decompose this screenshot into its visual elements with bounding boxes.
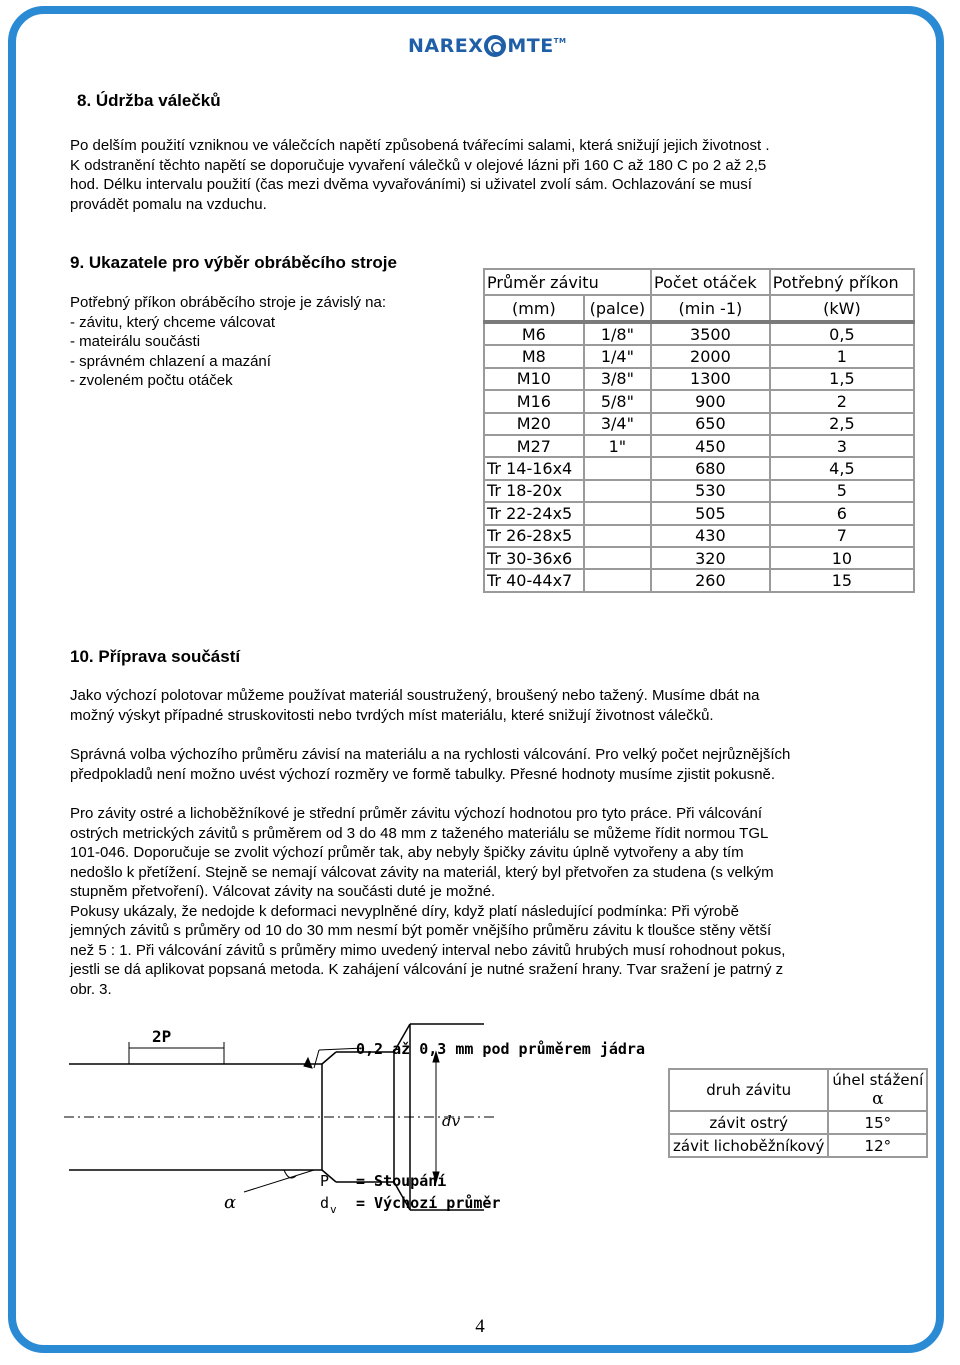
table-cell: 6 — [770, 502, 914, 524]
table-cell: 2,5 — [770, 413, 914, 435]
table-cell: 5/8" — [584, 390, 651, 412]
text-line: hod. Délku intervalu použití (čas mezi dvěma vyvařováními) si uživatel zvolí sám. Ochlazování se musí — [70, 176, 752, 193]
text-line: jestli se dá aplikovat popsaná metoda. K zahájení válcování je nutné sražení hrany. Tvar sražení je patrný z — [70, 961, 784, 978]
text-line: Pokusy ukázaly, že nedojde k deformaci nevyplněné díry, když platí následující podmínka: Při výrobě — [70, 902, 739, 920]
text-line: provádět pomalu na vzduchu. — [70, 195, 267, 213]
table-cell: 15 — [770, 569, 914, 591]
table-cell: 1/4" — [584, 345, 651, 367]
list-intro: Potřebný příkon obráběcího stroje je závislý na: — [70, 294, 387, 311]
section10-paragraph-2 — [70, 745, 890, 784]
section10-paragraph-3 — [70, 804, 890, 999]
section10-title: 10. Příprava součástí — [70, 647, 241, 666]
text-line: nedošlo k přetížení. Stejně se nemají válcovat závity na materiál, který byl přetvořen za studena (s velkým — [70, 863, 774, 881]
table-cell: 1/8" — [584, 322, 651, 345]
section10-paragraph-1 — [70, 686, 890, 725]
logo-text-left: NAREX — [408, 35, 484, 57]
table-row — [484, 413, 914, 435]
table-row — [484, 569, 914, 591]
table-cell: 450 — [651, 435, 770, 457]
legend-p-symbol: P — [320, 1172, 330, 1190]
header-cell: Potřebný příkon — [770, 269, 914, 295]
table-cell: 530 — [651, 480, 770, 502]
table-row — [484, 502, 914, 524]
table-cell: 3 — [770, 435, 914, 457]
table-cell: M20 — [484, 413, 584, 435]
logo-trademark: TM — [553, 37, 567, 45]
text-line: Správná volba výchozího průměru závisí na materiálu a na rychlosti válcování. Pro velký počet nejrůznějších — [70, 746, 791, 763]
unit-cell: (mm) — [484, 295, 584, 322]
table-row — [484, 525, 914, 547]
table-cell: 1" — [584, 435, 651, 457]
alpha-label: α — [224, 1192, 237, 1213]
table-cell: 3/8" — [584, 368, 651, 390]
section8-paragraph — [70, 136, 890, 214]
thread-power-table — [483, 268, 915, 593]
table-cell: M6 — [484, 322, 584, 345]
pitch-label: 2P — [152, 1027, 172, 1046]
header-cell: Počet otáček — [651, 269, 770, 295]
legend-p-text: = Stoupání — [356, 1172, 447, 1190]
table-cell: 650 — [651, 413, 770, 435]
table-cell: 1,5 — [770, 368, 914, 390]
text-line: ostrých metrických závitů s průměrem od 3 do 48 mm z taženého materiálu se můžeme řídit normou TGL — [70, 824, 769, 842]
narex-mte-logo — [408, 33, 566, 59]
header-cell — [828, 1069, 927, 1111]
table-cell: 900 — [651, 390, 770, 412]
dv-label: dv — [442, 1112, 461, 1130]
table-cell — [584, 547, 651, 569]
table-row — [484, 547, 914, 569]
table-cell: 5 — [770, 480, 914, 502]
table-cell: 1300 — [651, 368, 770, 390]
table-cell: 260 — [651, 569, 770, 591]
table-cell: Tr 40-44x7 — [484, 569, 584, 591]
table-cell — [584, 525, 651, 547]
table-row — [484, 435, 914, 457]
table-cell: 505 — [651, 502, 770, 524]
text-line: než 5 : 1. Při válcování závitů s průměry mimo uvedený interval nebo závitů hrubých musí rohodnout pokus, — [70, 941, 786, 959]
table-cell: závit ostrý — [669, 1111, 828, 1134]
text-line: možný výskyt případné struskovitosti nebo tvrdých míst materiálu, které snižují životnost válečků. — [70, 706, 714, 724]
table-cell: 2 — [770, 390, 914, 412]
table-cell: Tr 26-28x5 — [484, 525, 584, 547]
table-cell: 10 — [770, 547, 914, 569]
text-line: K odstranění těchto napětí se doporučuje vyvaření válečků v olejové lázni při 160 C až 180 C po 2 až 2,5 — [70, 156, 767, 174]
unit-cell: (kW) — [770, 295, 914, 322]
header-line: úhel stážení — [832, 1071, 924, 1089]
legend-dv-text: = Výchozí průměr — [356, 1194, 501, 1212]
table-row — [484, 390, 914, 412]
text-line: Jako výchozí polotovar můžeme používat materiál soustružený, broušený nebo tažený. Musíme dbát na — [70, 687, 760, 704]
table-cell: 4,5 — [770, 457, 914, 479]
table-row — [484, 368, 914, 390]
table-row — [484, 480, 914, 502]
table-cell: Tr 22-24x5 — [484, 502, 584, 524]
table-cell: M27 — [484, 435, 584, 457]
table-row — [669, 1134, 927, 1157]
logo-text-right: MTE — [507, 35, 554, 57]
text-line: stupněm přetvoření). Válcovat závity na součásti duté je možné. — [70, 883, 496, 900]
section8-title: 8. Údržba válečků — [77, 91, 221, 110]
table-cell: 12° — [828, 1134, 927, 1157]
table-cell: 2000 — [651, 345, 770, 367]
list-item: - zvoleném počtu otáček — [70, 372, 233, 389]
list-item: - správném chlazení a mazání — [70, 352, 271, 370]
table-header-row — [669, 1069, 927, 1111]
table-cell: závit lichoběžníkový — [669, 1134, 828, 1157]
table-cell — [584, 569, 651, 591]
table-cell: M16 — [484, 390, 584, 412]
table-cell: 15° — [828, 1111, 927, 1134]
text-line: 101-046. Doporučuje se zvolit výchozí průměr tak, aby nebyly špičky závitu úplně vytvořeny a aby tím — [70, 844, 744, 861]
table-header-row — [484, 269, 914, 295]
table-cell: 1 — [770, 345, 914, 367]
table-cell: 320 — [651, 547, 770, 569]
table-cell: 430 — [651, 525, 770, 547]
table-body — [484, 322, 914, 592]
legend-dv-subscript: v — [330, 1203, 337, 1216]
table-cell: M10 — [484, 368, 584, 390]
table-row — [669, 1111, 927, 1134]
list-item: - mateirálu součásti — [70, 333, 201, 350]
table-cell: Tr 30-36x6 — [484, 547, 584, 569]
table-units-row — [484, 295, 914, 322]
table-row — [484, 322, 914, 345]
table-cell — [584, 502, 651, 524]
list-item: - závitu, který chceme válcovat — [70, 313, 276, 331]
table-row — [484, 345, 914, 367]
table-cell: 0,5 — [770, 322, 914, 345]
thread-chamfer-drawing — [64, 1020, 664, 1220]
header-cell: Průměr závitu — [484, 269, 651, 295]
text-line: Po delším použití vzniknou ve válečcích napětí způsobená tvářecími salami, která snižují jejich životnost . — [70, 137, 770, 154]
table-cell: Tr 18-20x — [484, 480, 584, 502]
alpha-symbol: α — [872, 1089, 884, 1109]
text-line: obr. 3. — [70, 980, 112, 998]
table-cell: 3/4" — [584, 413, 651, 435]
page-number: 4 — [475, 1316, 485, 1337]
section9-title: 9. Ukazatele pro výběr obráběcího stroje — [70, 253, 397, 272]
text-line: jemných závitů s průměry od 10 do 30 mm nesmí být poměr vnějšího průměru závitu k tloušce stěny větší — [70, 922, 772, 939]
table-cell: 3500 — [651, 322, 770, 345]
section9-list — [70, 293, 386, 391]
chamfer-angle-table — [668, 1068, 928, 1158]
legend-dv-symbol: d — [320, 1194, 330, 1212]
table-row — [484, 457, 914, 479]
chamfer-note: 0,2 až 0,3 mm pod průměrem jádra — [356, 1040, 645, 1058]
unit-cell: (min -1) — [651, 295, 770, 322]
text-line: Pro závity ostré a lichoběžníkové je střední průměr závitu výchozí hodnotou pro tyto práce. Při válcování — [70, 805, 763, 822]
table-cell: 7 — [770, 525, 914, 547]
header-cell: druh závitu — [669, 1069, 828, 1111]
table-cell: Tr 14-16x4 — [484, 457, 584, 479]
table-cell: 680 — [651, 457, 770, 479]
logo-ring-icon — [484, 35, 506, 57]
unit-cell: (palce) — [584, 295, 651, 322]
table-cell: M8 — [484, 345, 584, 367]
table-cell — [584, 457, 651, 479]
text-line: předpokladů není možno uvést výchozí rozměry ve formě tabulky. Přesné hodnoty musíme zjistit pokusně. — [70, 765, 776, 783]
table-cell — [584, 480, 651, 502]
